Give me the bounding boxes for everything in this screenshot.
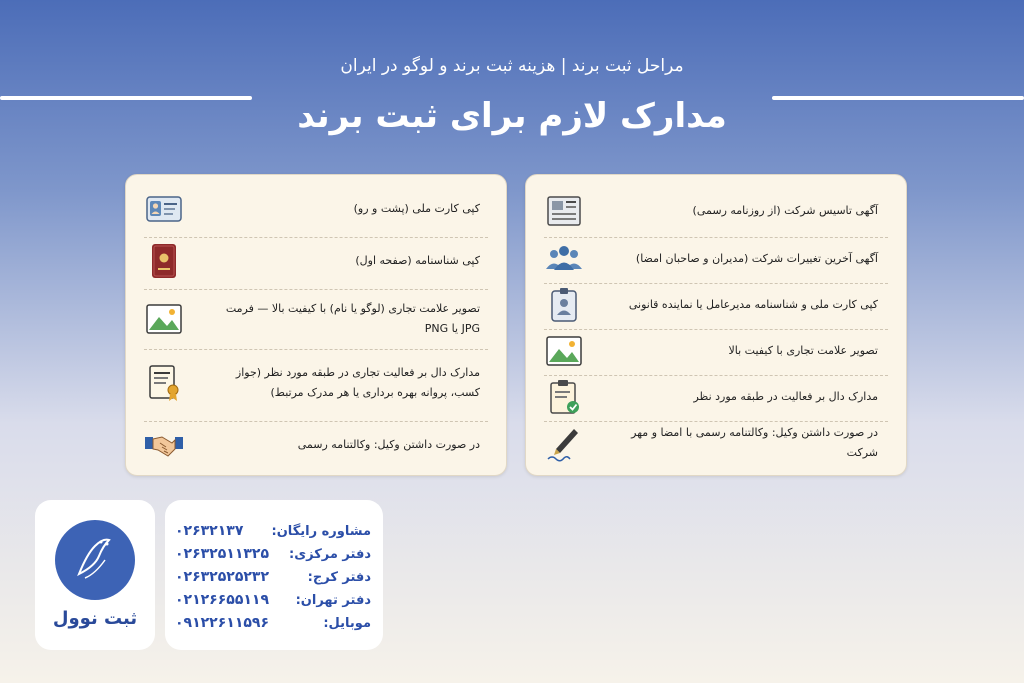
brand-name: ثبت نوول (52, 608, 138, 629)
divider (544, 283, 888, 284)
list-item (144, 241, 488, 281)
divider (544, 329, 888, 330)
badge-icon (544, 285, 584, 325)
page-title: مدارک لازم برای ثبت برند (297, 96, 727, 136)
divider (144, 421, 488, 422)
divider (144, 289, 488, 290)
list-item (144, 189, 488, 229)
certificate-icon (144, 363, 184, 403)
contact-number[interactable]: ۰۲۶۳۲۵۲۵۲۳۲ (175, 569, 269, 585)
divider (144, 349, 488, 350)
contact-box (165, 500, 383, 650)
passport-icon (144, 241, 184, 281)
subtitle: مراحل ثبت برند | هزینه ثبت برند و لوگو در ایران (340, 56, 684, 76)
item-text: مدارک دال بر فعالیت تجاری در طبقه مورد نظر (جواز کسب، پروانه بهره برداری یا هر مدرک مرتبط) (235, 366, 480, 399)
item-text: تصویر علامت تجاری با کیفیت بالا (728, 344, 878, 358)
image-icon (144, 299, 184, 339)
divider (144, 237, 488, 238)
contact-label: مشاوره رایگان: (271, 523, 371, 539)
logo-box (35, 500, 155, 650)
image-icon (544, 331, 584, 371)
list-item (544, 285, 888, 325)
divider (544, 421, 888, 422)
brand-logo (55, 520, 135, 600)
item-text: در صورت داشتن وکیل: وکالتنامه رسمی با امضا و مهر شرکت (631, 426, 878, 459)
divider (544, 237, 888, 238)
contact-number[interactable]: ۰۲۱۲۶۶۵۵۱۱۹ (175, 592, 269, 608)
list-item (544, 423, 888, 463)
item-text: کپی کارت ملی (پشت و رو) (353, 202, 480, 216)
item-text: تصویر علامت تجاری (لوگو یا نام) با کیفیت بالا — فرمت JPG یا PNG (225, 302, 480, 335)
contact-row (175, 566, 371, 588)
contact-number[interactable]: ۰۲۶۳۲۱۳۷ (175, 523, 244, 539)
list-item (544, 331, 888, 371)
list-item (144, 299, 488, 339)
contact-row (175, 543, 371, 565)
contact-row (175, 589, 371, 611)
id-card-icon (144, 189, 184, 229)
contact-label: دفتر مرکزی: (289, 546, 371, 562)
pen-sign-icon (544, 423, 584, 463)
item-text: آگهی آخرین تغییرات شرکت (مدیران و صاحبان امضا) (635, 252, 878, 266)
company-documents-card (525, 174, 907, 476)
contact-row (175, 520, 371, 542)
item-text: در صورت داشتن وکیل: وکالتنامه رسمی (297, 438, 480, 452)
handshake-icon (144, 425, 184, 465)
logo-mark-icon (55, 520, 135, 600)
contact-label: دفتر تهران: (295, 592, 371, 608)
item-text: کپی شناسنامه (صفحه اول) (355, 254, 480, 268)
divider (544, 375, 888, 376)
item-text: آگهی تاسیس شرکت (از روزنامه رسمی) (692, 204, 878, 218)
list-item (544, 191, 888, 231)
list-item (144, 363, 488, 403)
contact-row (175, 612, 371, 634)
list-item (144, 425, 488, 465)
contact-number[interactable]: ۰۲۶۳۲۵۱۱۳۲۵ (175, 546, 269, 562)
people-icon (544, 239, 584, 279)
list-item (544, 239, 888, 279)
item-text: کپی کارت ملی و شناسنامه مدیرعامل یا نماینده قانونی (628, 298, 878, 312)
clipboard-check-icon (544, 377, 584, 417)
item-text: مدارک دال بر فعالیت در طبقه مورد نظر (693, 390, 878, 404)
newspaper-icon (544, 191, 584, 231)
contact-label: دفتر کرج: (307, 569, 371, 585)
contact-number[interactable]: ۰۹۱۲۲۶۱۱۵۹۶ (175, 615, 269, 631)
contact-label: موبایل: (323, 615, 371, 631)
list-item (544, 377, 888, 417)
individual-documents-card (125, 174, 507, 476)
